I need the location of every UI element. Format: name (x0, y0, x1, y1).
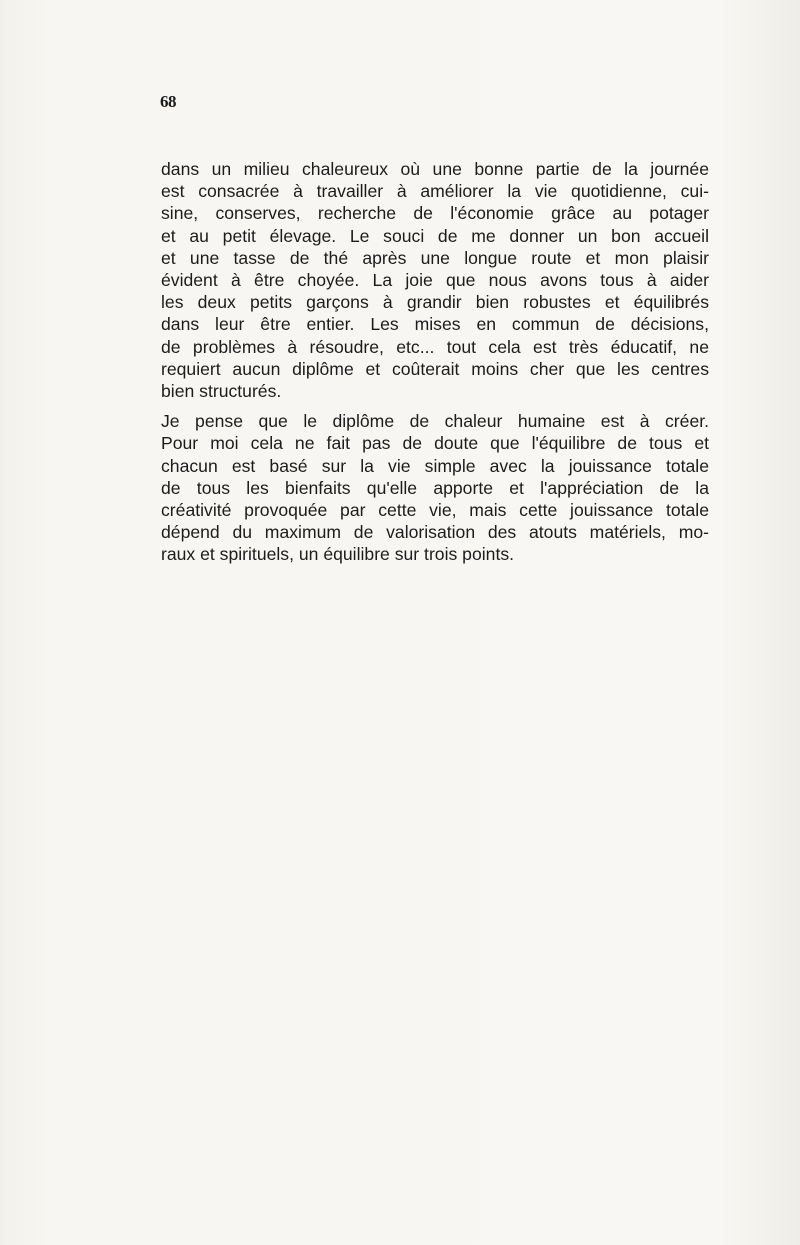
text-line: requiert aucun diplôme et coûterait moins cher que les centres (161, 358, 709, 379)
paragraph (161, 158, 709, 402)
page-number: 68 (160, 92, 176, 111)
text-line: dans leur être entier. Les mises en commun de décisions, (161, 314, 709, 335)
text-line: les deux petits garçons à grandir bien robustes et équilibrés (161, 292, 709, 313)
body-text (161, 158, 709, 566)
text-line: Pour moi cela ne fait pas de doute que l'équilibre de tous et (161, 433, 709, 454)
text-line: dans un milieu chaleureux où une bonne partie de la journée (161, 159, 709, 179)
text-line: sine, conserves, recherche de l'économie grâce au potager (161, 203, 709, 224)
text-line: de tous les bienfaits qu'elle apporte et l'appréciation de la (161, 477, 709, 498)
text-line: et au petit élevage. Le souci de me donner un bon accueil (161, 225, 709, 246)
text-line: raux et spirituels, un équilibre sur trois points. (161, 544, 515, 565)
text-line: créativité provoquée par cette vie, mais cette jouissance totale (161, 500, 709, 521)
text-line: évident à être choyée. La joie que nous avons tous à aider (161, 270, 709, 291)
text-line: Je pense que le diplôme de chaleur humaine est à créer. (161, 411, 709, 432)
text-line: chacun est basé sur la vie simple avec la jouissance totale (161, 455, 709, 476)
text-line: bien structurés. (161, 381, 282, 402)
text-line: et une tasse de thé après une longue route et mon plaisir (161, 247, 709, 268)
paragraph (161, 410, 709, 565)
text-line: de problèmes à résoudre, etc... tout cela est très éducatif, ne (161, 336, 709, 357)
text-line: dépend du maximum de valorisation des atouts matériels, mo- (161, 522, 709, 543)
text-line: est consacrée à travailler à améliorer la vie quotidienne, cui- (161, 181, 709, 202)
